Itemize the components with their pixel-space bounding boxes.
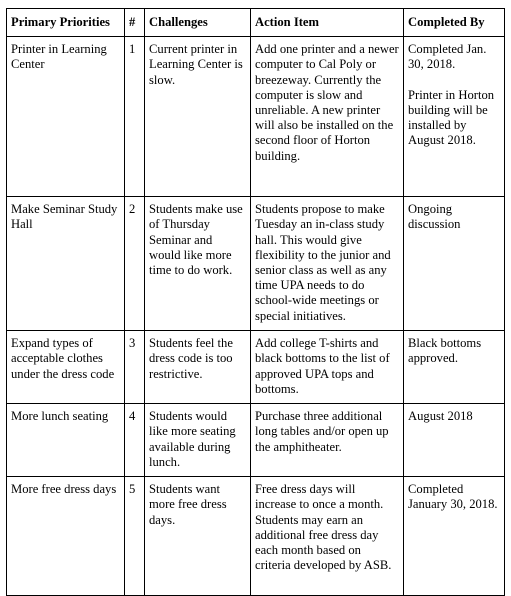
challenges-cell: Current printer in Learning Center is slow.	[145, 37, 251, 197]
challenges-cell: Students want more free dress days.	[145, 477, 251, 596]
challenges-cell: Students feel the dress code is too restrictive.	[145, 331, 251, 404]
completed-by-note: Printer in Horton building will be installed by August 2018.	[408, 87, 495, 148]
table-row	[7, 404, 505, 477]
completed-by-text: Black bottoms approved.	[408, 336, 482, 366]
completed-by-cell	[404, 477, 505, 596]
action-item-cell: Students propose to make Tuesday an in-class study hall. This would give flexibility to the junior and senior class as well as any time UPA needs to do school-wide meetings or special initiatives.	[251, 197, 404, 331]
header-action-item: Action Item	[251, 9, 404, 37]
header-completed-by: Completed By	[404, 9, 505, 37]
action-item-cell: Add college T-shirts and black bottoms to the list of approved UPA tops and bottoms.	[251, 331, 404, 404]
table-row	[7, 37, 505, 197]
priority-cell: More lunch seating	[7, 404, 125, 477]
number-cell: 4	[125, 404, 145, 477]
completed-by-cell	[404, 197, 505, 331]
completed-by-cell	[404, 331, 505, 404]
table-row	[7, 331, 505, 404]
completed-by-text: Completed Jan. 30, 2018.	[408, 42, 487, 72]
priority-cell: Make Seminar Study Hall	[7, 197, 125, 331]
action-item-cell: Purchase three additional long tables and/or open up the amphitheater.	[251, 404, 404, 477]
challenges-cell: Students make use of Thursday Seminar and would like more time to do work.	[145, 197, 251, 331]
action-item-cell: Free dress days will increase to once a month. Students may earn an additional free dress day each month based on criteria developed by ASB.	[251, 477, 404, 596]
header-primary-priorities: Primary Priorities	[7, 9, 125, 37]
table-row	[7, 197, 505, 331]
priorities-table	[6, 8, 505, 596]
completed-by-cell	[404, 404, 505, 477]
priority-cell: Expand types of acceptable clothes under the dress code	[7, 331, 125, 404]
completed-by-text: Ongoing discussion	[408, 202, 461, 232]
challenges-cell: Students would like more seating available during lunch.	[145, 404, 251, 477]
table-row	[7, 477, 505, 596]
priority-cell: Printer in Learning Center	[7, 37, 125, 197]
priority-cell: More free dress days	[7, 477, 125, 596]
completed-by-cell	[404, 37, 505, 197]
number-cell: 1	[125, 37, 145, 197]
header-row	[7, 9, 505, 37]
action-item-cell: Add one printer and a newer computer to Cal Poly or breezeway. Currently the computer is slow and unreliable. A new printer will also be installed on the second floor of Horton building.	[251, 37, 404, 197]
header-number: #	[125, 9, 145, 37]
completed-by-text: Completed January 30, 2018.	[408, 482, 498, 512]
header-challenges: Challenges	[145, 9, 251, 37]
number-cell: 3	[125, 331, 145, 404]
number-cell: 5	[125, 477, 145, 596]
completed-by-text: August 2018	[408, 409, 473, 424]
number-cell: 2	[125, 197, 145, 331]
